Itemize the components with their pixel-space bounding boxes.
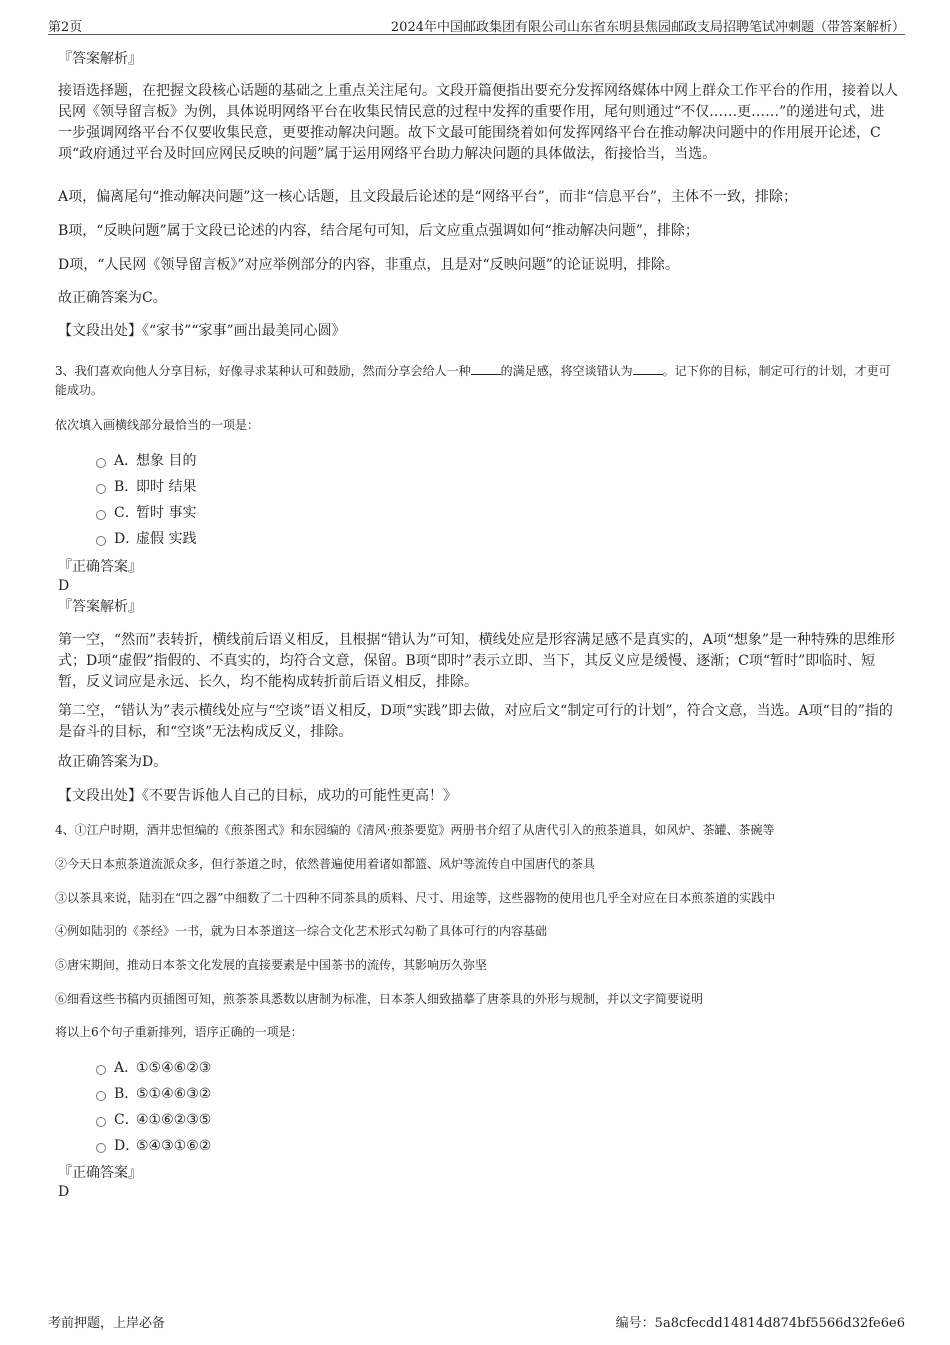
radio-icon[interactable]: [96, 1065, 106, 1075]
q4-sentence-4: ④例如陆羽的《茶经》一书，就为日本茶道这一综合文化艺术形式勾勒了具体可行的内容基础: [55, 924, 548, 938]
q3-analysis-label: 『答案解析』: [58, 599, 142, 615]
blank-1: [471, 362, 501, 375]
radio-icon[interactable]: [96, 484, 106, 494]
page-number: 第2页: [48, 20, 83, 35]
q4-sentence-5: ⑤唐宋期间，推动日本茶文化发展的直接要素是中国茶书的流传，其影响历久弥坚: [55, 958, 488, 972]
q3-option-b[interactable]: B．即时 结果: [96, 477, 196, 497]
q4-sentence-6: ⑥细看这些书稿内页插图可知，煎茶茶具悉数以唐制为标准，日本茶人细致描摹了唐茶具的外形与规制，并以文字简要说明: [55, 992, 704, 1006]
page-header: [48, 14, 905, 35]
q2-conclusion: 故正确答案为C。: [58, 290, 167, 306]
q3-analysis-para1: 第一空，“然而”表转折，横线前后语义相反，且根据“错认为”可知，横线处应是形容满足感不是真实的，A项“想象”是一种特殊的思维形式；D项“虚假”指假的、不真实的，均符合文意，保留。B项“即时”表示立即、当下，其反义应是缓慢、逐渐；C项“暂时”即临时、短暂，反义词应是永远、长久，均不能构成转折前后语义相反，排除。: [58, 632, 896, 690]
q4-option-b[interactable]: B．⑤①④⑥③②: [96, 1084, 211, 1104]
q2-analysis-para4: D项，“人民网《领导留言板》”对应举例部分的内容，非重点，且是对“反映问题”的论证说明，排除。: [58, 257, 679, 273]
q4-option-d[interactable]: D．⑤④③①⑥②: [96, 1136, 211, 1156]
q3-answer-label: 『正确答案』: [58, 559, 142, 575]
q3-option-a[interactable]: A．想象 目的: [96, 451, 196, 471]
radio-icon[interactable]: [96, 510, 106, 520]
radio-icon[interactable]: [96, 1117, 106, 1127]
q4-answer-label: 『正确答案』: [58, 1165, 142, 1181]
q2-analysis-para1: 接语选择题，在把握文段核心话题的基础之上重点关注尾句。文段开篇便指出要充分发挥网络媒体中网上群众工作平台的作用，接着以人民网《领导留言板》为例，具体说明网络平台在收集民情民意的过程中发挥的重要作用，尾句则通过“不仅……更……”的递进句式，进一步强调网络平台不仅要收集民意，更要推动解决问题。故下文最可能围绕着如何发挥网络平台在推动解决问题中的作用展开论述，C项“政府通过平台及时回应网民反映的问题”属于运用网络平台助力解决问题的具体做法，衔接恰当，当选。: [58, 83, 898, 162]
q3-stem: 3、我们喜欢向他人分享目标，好像寻求某种认可和鼓励，然而分享会给人一种 的满足感，将空谈错认为 。记下你的目标，制定可行的计划，才更可能成功。: [55, 364, 891, 397]
q4-option-a[interactable]: A．①⑤④⑥②③: [96, 1058, 211, 1078]
q4-sentence-3: ③以茶具来说，陆羽在“四之器”中细数了二十四种不同茶具的质料、尺寸、用途等，这些器物的使用也几乎全对应在日本煎茶道的实践中: [55, 891, 776, 905]
q4-sentence-1: 4、①江户时期，酒井忠恒编的《煎茶图式》和东园编的《清风·煎茶要览》两册书介绍了从唐代引入的煎茶道具，如风炉、茶罐、茶碗等: [55, 823, 775, 837]
document-id: 编号：5a8cfecdd14814d874bf5566d32fe6e6: [615, 1316, 905, 1331]
radio-icon[interactable]: [96, 458, 106, 468]
document-title: 2024年中国邮政集团有限公司山东省东明县焦园邮政支局招聘笔试冲刺题（带答案解析）: [390, 20, 905, 35]
q4-answer: D: [58, 1184, 70, 1200]
q4-sentence-2: ②今天日本煎茶道流派众多，但行茶道之时，依然普遍使用着诸如都篮、风炉等流传自中国唐代的茶具: [55, 857, 596, 871]
q3-option-d[interactable]: D．虚假 实践: [96, 529, 196, 549]
blank-2: [633, 362, 663, 375]
q2-source: 【文段出处】《“家书”“家事”画出最美同心圆》: [58, 323, 346, 339]
q4-prompt: 将以上6个句子重新排列，语序正确的一项是：: [55, 1025, 303, 1039]
q2-analysis-para2: A项，偏离尾句“推动解决问题”这一核心话题，且文段最后论述的是“网络平台”，而非“信息平台”，主体不一致，排除；: [58, 189, 798, 205]
q3-answer: D: [58, 578, 70, 594]
q3-conclusion: 故正确答案为D。: [58, 754, 168, 770]
q2-analysis-label: 『答案解析』: [58, 51, 142, 67]
radio-icon[interactable]: [96, 1143, 106, 1153]
q2-analysis-para3: B项，“反映问题”属于文段已论述的内容，结合尾句可知，后文应重点强调如何“推动解决问题”，排除；: [58, 223, 699, 239]
q3-prompt: 依次填入画横线部分最恰当的一项是：: [55, 418, 260, 432]
q3-analysis-para2: 第二空，“错认为”表示横线处应与“空谈”语义相反，D项“实践”即去做，对应后文“制定可行的计划”，符合文意，当选。A项“目的”指的是奋斗的目标，和“空谈”无法构成反义，排除。: [58, 703, 893, 740]
footer-slogan: 考前押题，上岸必备: [48, 1316, 166, 1331]
q3-option-c[interactable]: C．暂时 事实: [96, 503, 196, 523]
radio-icon[interactable]: [96, 1091, 106, 1101]
q3-source: 【文段出处】《不要告诉他人自己的目标，成功的可能性更高！》: [58, 788, 457, 804]
q4-option-c[interactable]: C．④①⑥②③⑤: [96, 1110, 211, 1130]
radio-icon[interactable]: [96, 536, 106, 546]
